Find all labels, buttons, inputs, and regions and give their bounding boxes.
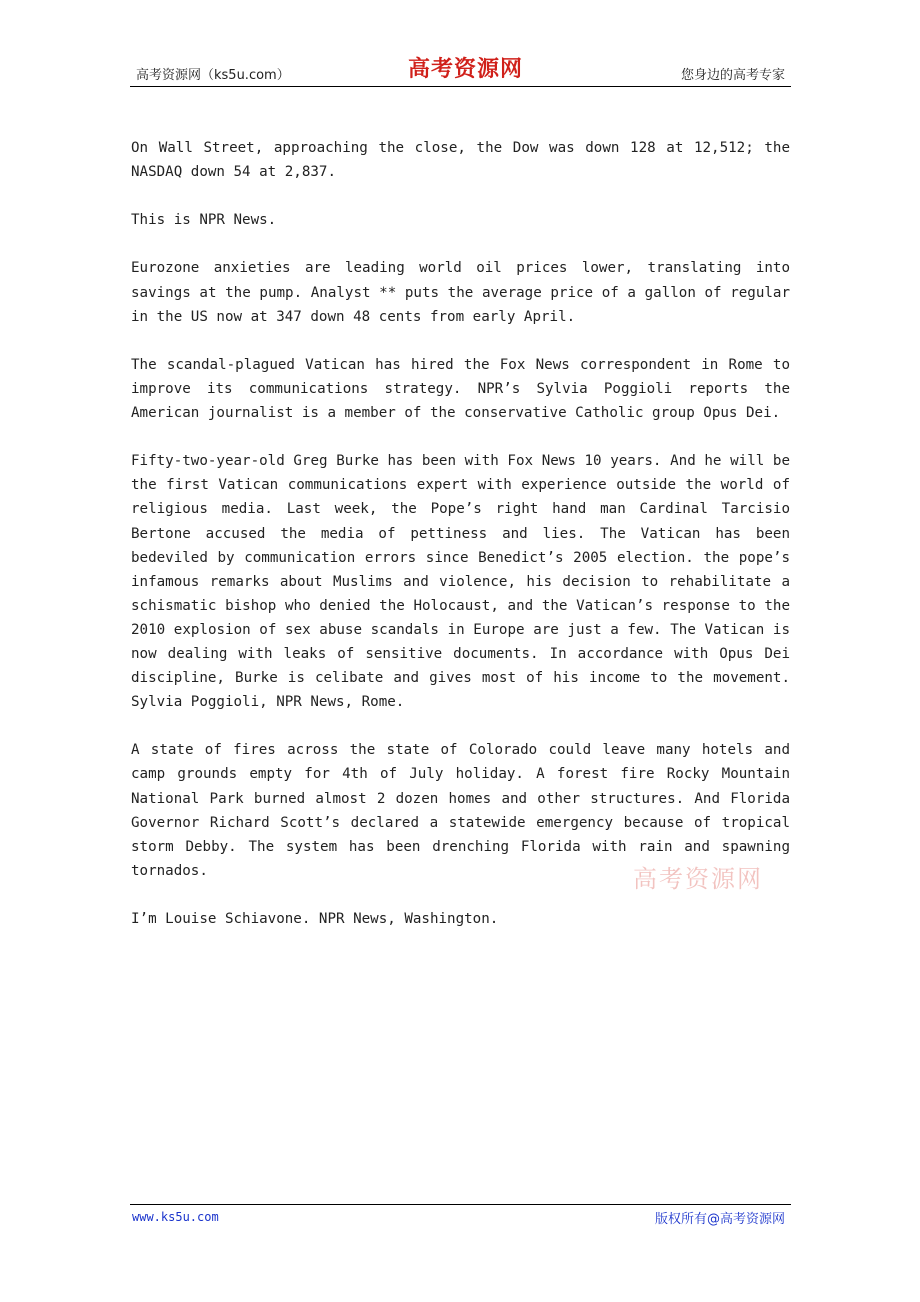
- article-body: [131, 136, 790, 955]
- site-logo: 高考资源网: [408, 56, 524, 82]
- site-slogan: 您身边的高考专家: [680, 68, 785, 83]
- paragraph-vatican-report: Fifty-two-year-old Greg Burke has been with Fox News 10 years. And he will be the first Vatican communications expert with experience outside the world of religious media. Last week, the Pope’s right hand man Cardinal Tarcisio Bertone accused the media of pettiness and lies. The Vatican has been bedeviled by communication errors since Benedict’s 2005 election. the pope’s infamous remarks about Muslims and violence, his decision to rehabilitate a schismatic bishop who denied the Holocaust, and the Vatican’s response to the 2010 explosion of sex abuse scandals in Europe are just a few. The Vatican is now dealing with leaks of sensitive documents. In accordance with Opus Dei discipline, Burke is celibate and gives most of his income to the movement. Sylvia Poggioli, NPR News, Rome.: [131, 453, 790, 711]
- page-footer: [130, 1204, 791, 1229]
- page-header: [130, 52, 791, 87]
- paragraph-fires: A state of fires across the state of Colorado could leave many hotels and camp grounds empty for 4th of July holiday. A forest fire Rocky Mountain National Park burned almost 2 dozen homes and other structures. And Florida Governor Richard Scott’s declared a statewide emergency because of tropical storm Debby. The system has been drenching Florida with rain and spawning tornados.: [131, 742, 790, 879]
- paragraph-oil-prices: Eurozone anxieties are leading world oil prices lower, translating into savings at the pump. Analyst ** puts the average price of a gallon of regular in the US now at 347 down 48 cents from early April.: [131, 260, 790, 325]
- paragraph-market: On Wall Street, approaching the close, the Dow was down 128 at 12,512; the NASDAQ down 54 at 2,837.: [131, 140, 790, 181]
- watermark-logo: 高考资源网: [633, 865, 763, 893]
- paragraph-station-id: This is NPR News.: [131, 212, 277, 229]
- paragraph-signoff: I’m Louise Schiavone. NPR News, Washington.: [131, 911, 499, 927]
- footer-url-link[interactable]: www.ks5u.com: [132, 1210, 219, 1224]
- site-label: 高考资源网（ks5u.com）: [136, 68, 290, 83]
- footer-copyright: 版权所有@高考资源网: [654, 1212, 785, 1227]
- paragraph-vatican-intro: The scandal-plagued Vatican has hired the Fox News correspondent in Rome to improve its communications strategy. NPR’s Sylvia Poggioli reports the American journalist is a member of the conservative Catholic group Opus Dei.: [131, 356, 790, 422]
